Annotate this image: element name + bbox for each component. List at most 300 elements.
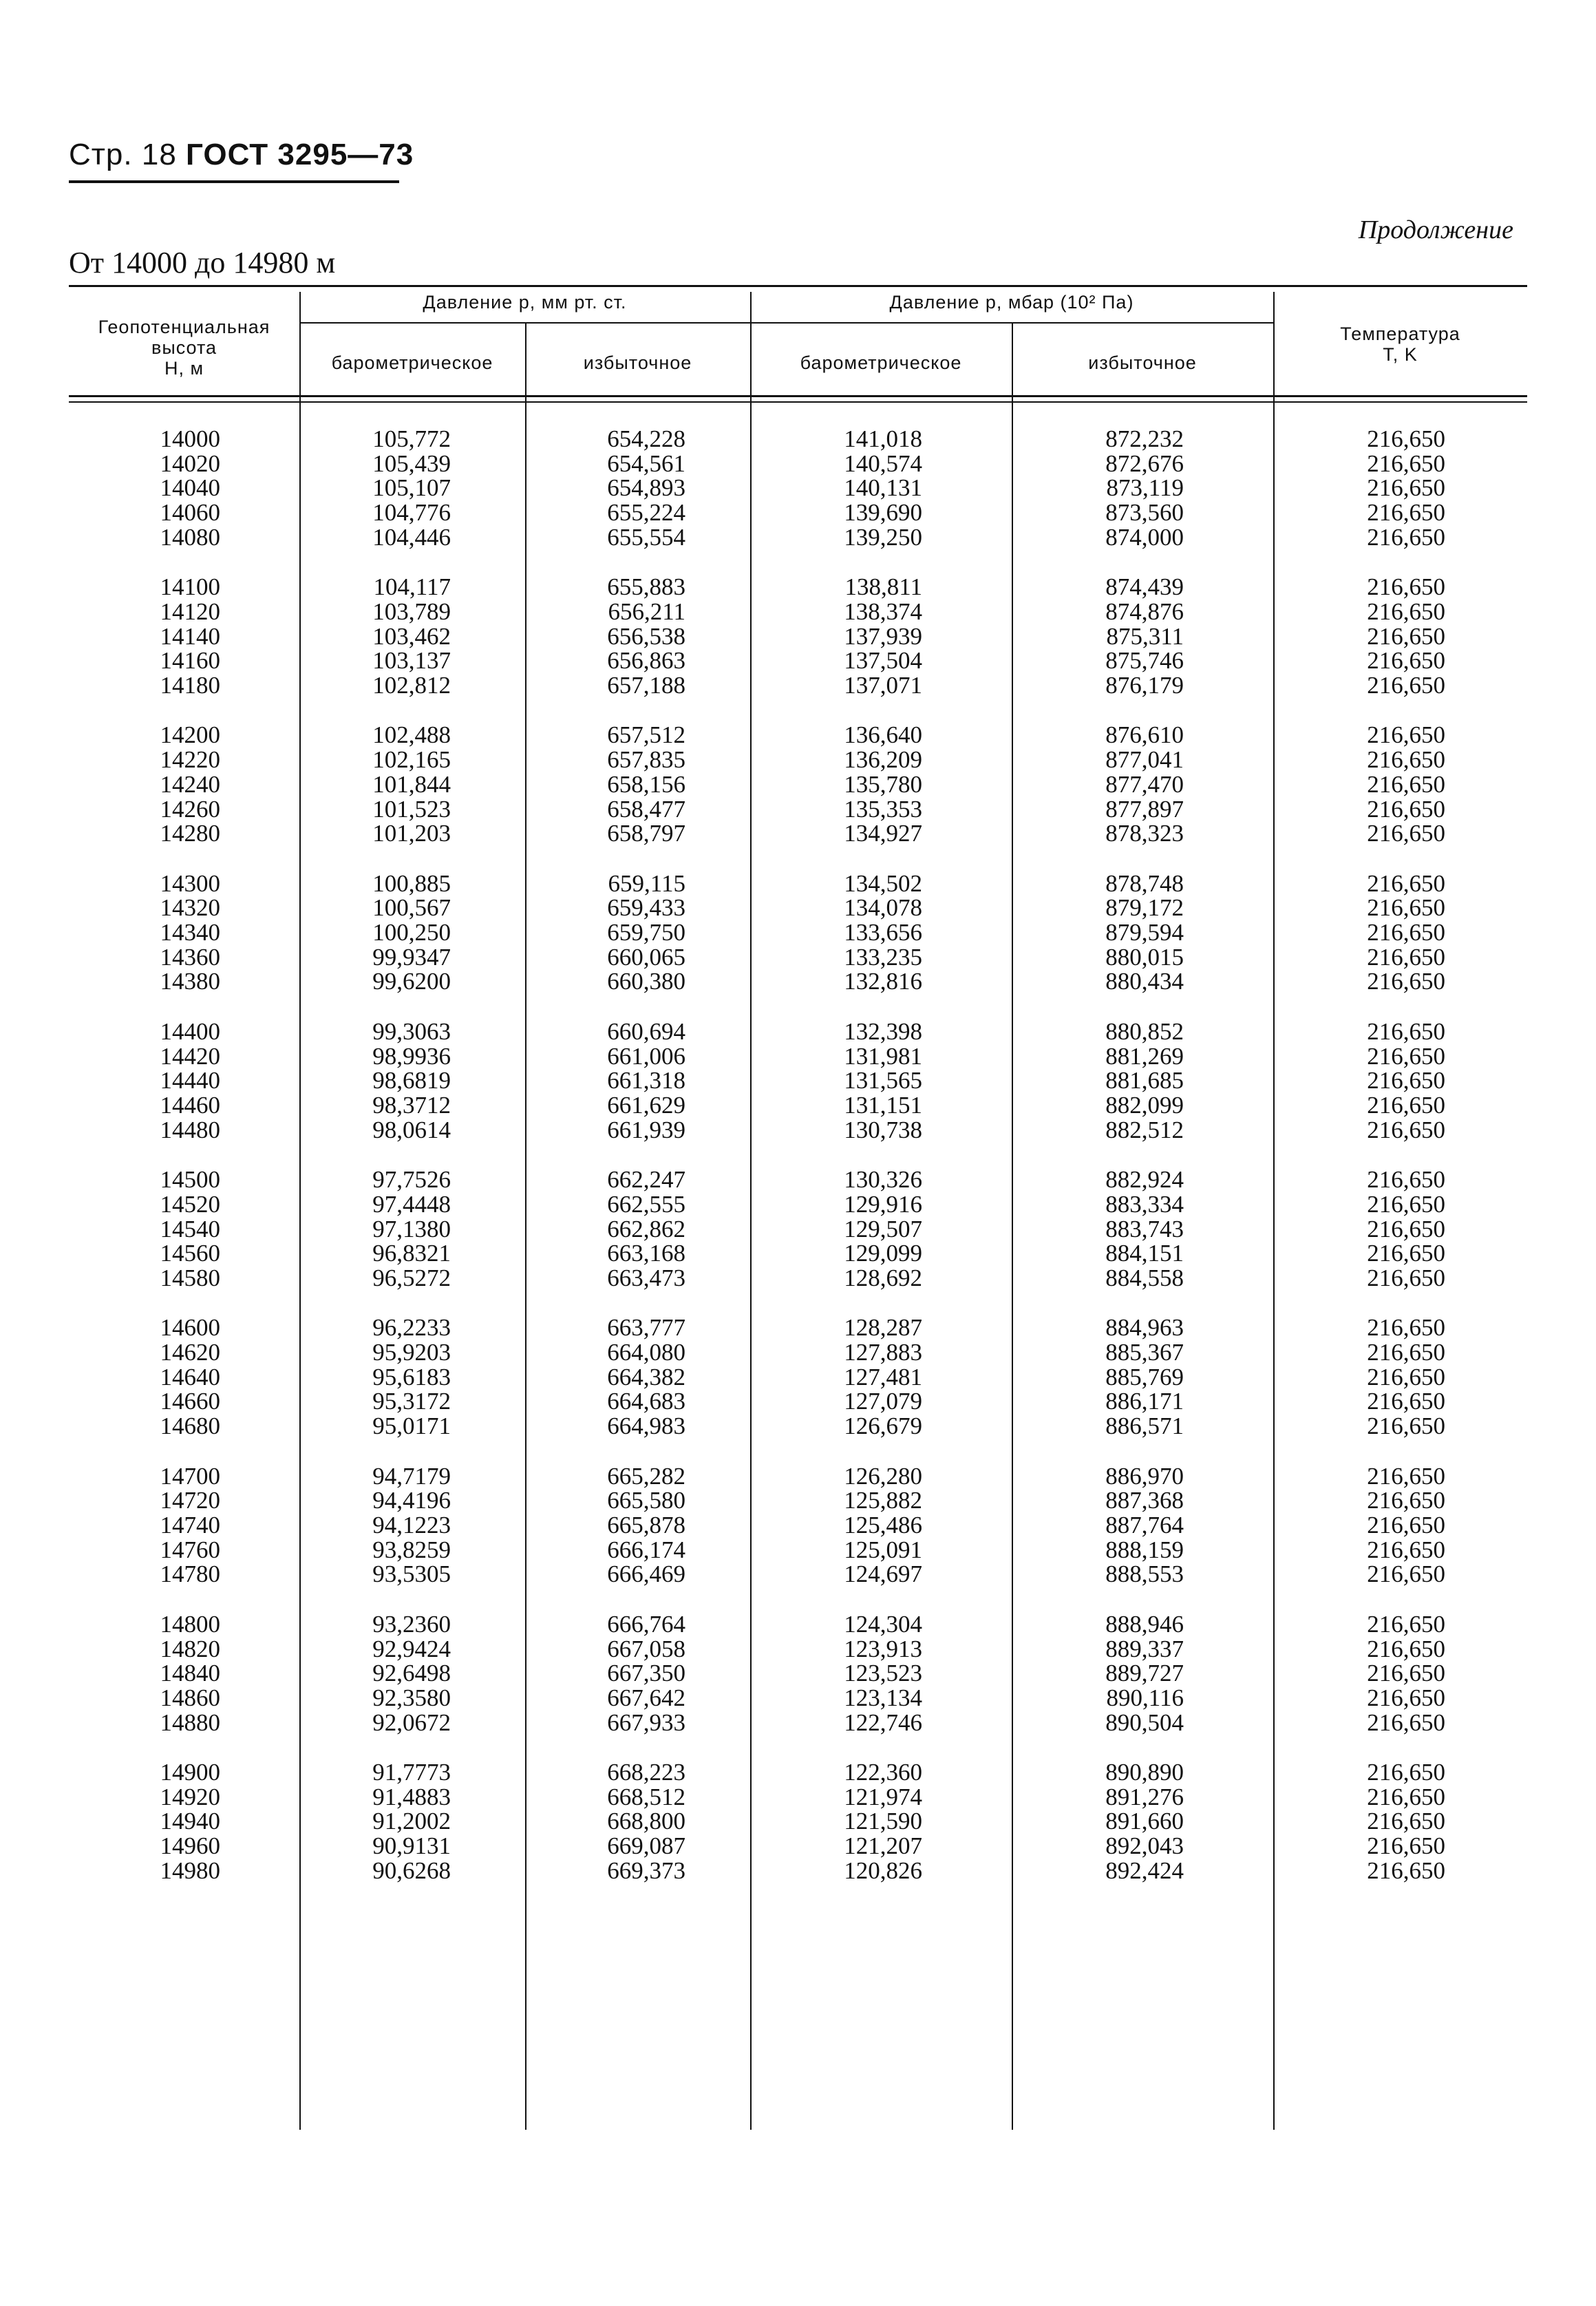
table-cell: 103,137 xyxy=(372,647,451,675)
table-cell: 216,650 xyxy=(1367,1610,1445,1638)
row-group xyxy=(785,575,922,697)
table-cell: 216,650 xyxy=(1367,894,1445,922)
table-cell: 105,439 xyxy=(372,449,451,477)
table-cell: 216,650 xyxy=(1367,1067,1445,1094)
row-group xyxy=(131,1315,220,1438)
header-temperature-line1: Температура xyxy=(1340,324,1460,344)
table-cell: 133,656 xyxy=(844,919,922,946)
table-cell: 14500 xyxy=(160,1166,220,1194)
table-cell: 668,800 xyxy=(607,1808,685,1835)
table-cell: 216,650 xyxy=(1367,770,1445,798)
table-cell: 665,580 xyxy=(607,1487,685,1514)
table-cell: 667,642 xyxy=(607,1684,685,1711)
table-cell: 216,650 xyxy=(1367,1339,1445,1366)
header-height xyxy=(69,317,299,379)
table-cell: 90,6268 xyxy=(372,1857,451,1884)
row-group xyxy=(1308,1760,1445,1883)
table-cell: 216,650 xyxy=(1367,869,1445,897)
table-cell: 659,115 xyxy=(608,869,685,897)
header-barometric-mm: барометрическое xyxy=(331,352,493,373)
table-cell: 216,650 xyxy=(1367,671,1445,699)
table-cell: 14020 xyxy=(160,449,220,477)
table-cell: 657,188 xyxy=(607,671,685,699)
row-group xyxy=(317,1464,451,1587)
table-cell: 889,727 xyxy=(1105,1660,1184,1687)
table-cell: 121,207 xyxy=(844,1832,922,1860)
table-cell: 96,8321 xyxy=(372,1240,451,1267)
row-group xyxy=(785,723,922,845)
table-cell: 878,323 xyxy=(1105,820,1184,847)
table-cell: 216,650 xyxy=(1367,1240,1445,1267)
table-cell: 661,939 xyxy=(607,1116,685,1143)
table-cell: 655,224 xyxy=(607,499,685,527)
table-cell: 14380 xyxy=(160,968,220,995)
standard-number: ГОСТ 3295—73 xyxy=(186,138,414,171)
table-cell: 94,4196 xyxy=(372,1487,451,1514)
table-cell: 877,897 xyxy=(1105,795,1184,823)
table-cell: 137,504 xyxy=(844,647,922,675)
row-group xyxy=(785,871,922,994)
table-cell: 14040 xyxy=(160,474,220,502)
table-cell: 660,380 xyxy=(607,968,685,995)
table-cell: 663,777 xyxy=(607,1314,685,1342)
header-height-line2: высота xyxy=(151,337,217,358)
column-excess-mbar xyxy=(1046,427,1184,1908)
table-cell: 103,789 xyxy=(372,597,451,625)
table-cell: 660,694 xyxy=(607,1017,685,1045)
row-group xyxy=(1046,723,1184,845)
table-cell: 130,326 xyxy=(844,1166,922,1194)
table-cell: 97,4448 xyxy=(372,1190,451,1218)
table-cell: 126,679 xyxy=(844,1413,922,1440)
row-group xyxy=(131,427,220,549)
table-cell: 14920 xyxy=(160,1783,220,1810)
table-cell: 216,650 xyxy=(1367,1264,1445,1291)
table-cell: 216,650 xyxy=(1367,820,1445,847)
table-cell: 133,235 xyxy=(844,943,922,971)
table-cell: 123,913 xyxy=(844,1635,922,1662)
table-cell: 657,512 xyxy=(607,721,685,749)
column-barometric-mbar xyxy=(785,427,922,1908)
table-cell: 880,434 xyxy=(1105,968,1184,995)
table-cell: 120,826 xyxy=(844,1857,922,1884)
table-cell: 14740 xyxy=(160,1512,220,1539)
table-cell: 665,282 xyxy=(607,1462,685,1490)
row-group xyxy=(785,1167,922,1290)
table-cell: 131,981 xyxy=(844,1042,922,1070)
table-cell: 661,629 xyxy=(607,1092,685,1119)
table-cell: 216,650 xyxy=(1367,573,1445,601)
row-group xyxy=(1046,1612,1184,1735)
table-cell: 139,250 xyxy=(844,523,922,551)
table-cell: 97,7526 xyxy=(372,1166,451,1194)
table-cell: 103,462 xyxy=(372,622,451,650)
row-group xyxy=(1308,1167,1445,1290)
table-cell: 94,1223 xyxy=(372,1512,451,1539)
column-height xyxy=(131,427,220,1908)
table-cell: 668,223 xyxy=(607,1759,685,1786)
table-cell: 654,893 xyxy=(607,474,685,502)
table-cell: 216,650 xyxy=(1367,1190,1445,1218)
table-cell: 216,650 xyxy=(1367,746,1445,774)
table-cell: 14760 xyxy=(160,1536,220,1563)
table-cell: 216,650 xyxy=(1367,449,1445,477)
table-cell: 669,087 xyxy=(607,1832,685,1860)
table-cell: 96,5272 xyxy=(372,1264,451,1291)
table-cell: 98,0614 xyxy=(372,1116,451,1143)
table-cell: 216,650 xyxy=(1367,1660,1445,1687)
row-group xyxy=(1046,1760,1184,1883)
table-cell: 886,970 xyxy=(1105,1462,1184,1490)
row-group xyxy=(1046,1019,1184,1142)
table-cell: 14120 xyxy=(160,597,220,625)
header-excess-mbar: избыточное xyxy=(1088,352,1197,373)
table-cell: 14240 xyxy=(160,770,220,798)
row-group xyxy=(131,1612,220,1735)
table-cell: 216,650 xyxy=(1367,1759,1445,1786)
table-cell: 136,640 xyxy=(844,721,922,749)
header-height-line1: Геопотенциальная xyxy=(98,317,270,337)
table-cell: 216,650 xyxy=(1367,474,1445,502)
table-cell: 872,232 xyxy=(1105,425,1184,452)
table-cell: 94,7179 xyxy=(372,1462,451,1490)
table-cell: 14800 xyxy=(160,1610,220,1638)
table-cell: 104,446 xyxy=(372,523,451,551)
table-cell: 99,6200 xyxy=(372,968,451,995)
table-cell: 216,650 xyxy=(1367,968,1445,995)
table-cell: 885,769 xyxy=(1105,1363,1184,1390)
column-divider xyxy=(1273,292,1275,2130)
table-cell: 669,373 xyxy=(607,1857,685,1884)
table-cell: 665,878 xyxy=(607,1512,685,1539)
table-cell: 879,172 xyxy=(1105,894,1184,922)
table-cell: 887,764 xyxy=(1105,1512,1184,1539)
table-cell: 655,883 xyxy=(607,573,685,601)
table-cell: 892,424 xyxy=(1105,1857,1184,1884)
table-cell: 877,470 xyxy=(1105,770,1184,798)
table-cell: 216,650 xyxy=(1367,1512,1445,1539)
table-cell: 100,250 xyxy=(372,919,451,946)
table-cell: 136,209 xyxy=(844,746,922,774)
table-cell: 882,924 xyxy=(1105,1166,1184,1194)
table-cell: 14400 xyxy=(160,1017,220,1045)
table-cell: 216,650 xyxy=(1367,1783,1445,1810)
table-cell: 134,927 xyxy=(844,820,922,847)
header-temperature-unit: T, K xyxy=(1383,344,1418,365)
row-group xyxy=(317,1612,451,1735)
row-group xyxy=(1308,427,1445,549)
table-cell: 14420 xyxy=(160,1042,220,1070)
table-cell: 95,0171 xyxy=(372,1413,451,1440)
table-cell: 882,512 xyxy=(1105,1116,1184,1143)
table-cell: 14840 xyxy=(160,1660,220,1687)
row-group xyxy=(131,1167,220,1290)
column-divider xyxy=(1012,324,1013,2130)
table-cell: 124,304 xyxy=(844,1610,922,1638)
table-cell: 128,287 xyxy=(844,1314,922,1342)
table-cell: 105,772 xyxy=(372,425,451,452)
table-cell: 216,650 xyxy=(1367,795,1445,823)
table-cell: 216,650 xyxy=(1367,721,1445,749)
table-cell: 132,816 xyxy=(844,968,922,995)
column-divider xyxy=(525,324,526,2130)
table-cell: 139,690 xyxy=(844,499,922,527)
table-cell: 874,439 xyxy=(1105,573,1184,601)
table-cell: 121,590 xyxy=(844,1808,922,1835)
table-cell: 216,650 xyxy=(1367,1363,1445,1390)
table-cell: 661,318 xyxy=(607,1067,685,1094)
page-label: Стр. 18 xyxy=(69,138,177,171)
table-cell: 122,746 xyxy=(844,1709,922,1736)
table-cell: 216,650 xyxy=(1367,622,1445,650)
row-group xyxy=(551,1612,685,1735)
table-cell: 654,228 xyxy=(607,425,685,452)
table-cell: 216,650 xyxy=(1367,1536,1445,1563)
table-cell: 101,844 xyxy=(372,770,451,798)
table-cell: 884,151 xyxy=(1105,1240,1184,1267)
table-cell: 135,353 xyxy=(844,795,922,823)
table-cell: 125,486 xyxy=(844,1512,922,1539)
header-subrule xyxy=(525,322,750,324)
table-cell: 92,9424 xyxy=(372,1635,451,1662)
column-barometric-mm xyxy=(317,427,451,1908)
table-cell: 93,8259 xyxy=(372,1536,451,1563)
row-group xyxy=(317,871,451,994)
row-group xyxy=(1308,723,1445,845)
table-cell: 90,9131 xyxy=(372,1832,451,1860)
table-cell: 216,650 xyxy=(1367,647,1445,675)
table-cell: 98,9936 xyxy=(372,1042,451,1070)
table-cell: 663,168 xyxy=(607,1240,685,1267)
table-cell: 886,571 xyxy=(1105,1413,1184,1440)
table-cell: 890,890 xyxy=(1105,1759,1184,1786)
row-group xyxy=(317,1760,451,1883)
table-cell: 92,6498 xyxy=(372,1660,451,1687)
table-cell: 14080 xyxy=(160,523,220,551)
table-cell: 667,058 xyxy=(607,1635,685,1662)
header-underline xyxy=(69,180,399,183)
table-cell: 891,660 xyxy=(1105,1808,1184,1835)
table-cell: 664,382 xyxy=(607,1363,685,1390)
table-cell: 122,360 xyxy=(844,1759,922,1786)
table-cell: 216,650 xyxy=(1367,1808,1445,1835)
table-cell: 14320 xyxy=(160,894,220,922)
table-cell: 138,811 xyxy=(844,573,922,601)
table-cell: 14620 xyxy=(160,1339,220,1366)
table-cell: 873,119 xyxy=(1106,474,1184,502)
table-cell: 104,776 xyxy=(372,499,451,527)
row-group xyxy=(131,1019,220,1142)
table-cell: 216,650 xyxy=(1367,1215,1445,1242)
table-cell: 661,006 xyxy=(607,1042,685,1070)
table-cell: 14200 xyxy=(160,721,220,749)
row-group xyxy=(551,1760,685,1883)
table-cell: 664,683 xyxy=(607,1388,685,1415)
table-cell: 886,171 xyxy=(1105,1388,1184,1415)
row-group xyxy=(551,1464,685,1587)
table-cell: 127,481 xyxy=(844,1363,922,1390)
row-group xyxy=(551,1167,685,1290)
table-cell: 885,367 xyxy=(1105,1339,1184,1366)
table-cell: 95,9203 xyxy=(372,1339,451,1366)
table-cell: 14180 xyxy=(160,671,220,699)
row-group xyxy=(317,1019,451,1142)
table-cell: 892,043 xyxy=(1105,1832,1184,1860)
table-cell: 14460 xyxy=(160,1092,220,1119)
table-cell: 14780 xyxy=(160,1561,220,1588)
table-cell: 875,746 xyxy=(1105,647,1184,675)
table-cell: 884,558 xyxy=(1105,1264,1184,1291)
table-cell: 14600 xyxy=(160,1314,220,1342)
table-cell: 873,560 xyxy=(1105,499,1184,527)
table-cell: 102,165 xyxy=(372,746,451,774)
table-cell: 216,650 xyxy=(1367,499,1445,527)
table-cell: 14560 xyxy=(160,1240,220,1267)
table-cell: 14220 xyxy=(160,746,220,774)
table-cell: 216,650 xyxy=(1367,425,1445,452)
table-cell: 216,650 xyxy=(1367,1832,1445,1860)
row-group xyxy=(551,1315,685,1438)
table-cell: 14140 xyxy=(160,622,220,650)
table-cell: 97,1380 xyxy=(372,1215,451,1242)
table-cell: 890,504 xyxy=(1105,1709,1184,1736)
table-cell: 14700 xyxy=(160,1462,220,1490)
row-group xyxy=(785,1464,922,1587)
table-cell: 216,650 xyxy=(1367,1388,1445,1415)
table-cell: 14340 xyxy=(160,919,220,946)
row-group xyxy=(317,1167,451,1290)
table-cell: 125,091 xyxy=(844,1536,922,1563)
table-cell: 216,650 xyxy=(1367,1487,1445,1514)
table-cell: 91,2002 xyxy=(372,1808,451,1835)
table-cell: 131,565 xyxy=(844,1067,922,1094)
table-cell: 132,398 xyxy=(844,1017,922,1045)
table-cell: 658,797 xyxy=(607,820,685,847)
table-cell: 14580 xyxy=(160,1264,220,1291)
row-group xyxy=(1308,871,1445,994)
table-cell: 876,179 xyxy=(1105,671,1184,699)
table-cell: 216,650 xyxy=(1367,1462,1445,1490)
table-cell: 14100 xyxy=(160,573,220,601)
table-cell: 659,750 xyxy=(607,919,685,946)
table-cell: 656,211 xyxy=(608,597,685,625)
table-cell: 14160 xyxy=(160,647,220,675)
column-excess-mm xyxy=(551,427,685,1908)
table-cell: 95,6183 xyxy=(372,1363,451,1390)
table-cell: 123,523 xyxy=(844,1660,922,1687)
table-cell: 883,334 xyxy=(1105,1190,1184,1218)
table-cell: 888,553 xyxy=(1105,1561,1184,1588)
row-group xyxy=(317,1315,451,1438)
table-cell: 130,738 xyxy=(844,1116,922,1143)
table-cell: 887,368 xyxy=(1105,1487,1184,1514)
header-subrule xyxy=(1012,322,1273,324)
table-cell: 666,174 xyxy=(607,1536,685,1563)
table-cell: 101,203 xyxy=(372,820,451,847)
table-cell: 14480 xyxy=(160,1116,220,1143)
row-group xyxy=(785,1612,922,1735)
table-cell: 102,488 xyxy=(372,721,451,749)
table-cell: 14960 xyxy=(160,1832,220,1860)
row-group xyxy=(551,871,685,994)
table-cell: 93,2360 xyxy=(372,1610,451,1638)
row-group xyxy=(1046,575,1184,697)
table-cell: 654,561 xyxy=(607,449,685,477)
table-cell: 216,650 xyxy=(1367,1314,1445,1342)
header-pressure-mm: Давление p, мм рт. ст. xyxy=(423,292,627,313)
table-cell: 123,134 xyxy=(844,1684,922,1711)
table-cell: 91,7773 xyxy=(372,1759,451,1786)
table-cell: 216,650 xyxy=(1367,597,1445,625)
table-cell: 891,276 xyxy=(1105,1783,1184,1810)
table-cell: 216,650 xyxy=(1367,943,1445,971)
table-cell: 14060 xyxy=(160,499,220,527)
table-cell: 137,939 xyxy=(844,622,922,650)
table-cell: 656,863 xyxy=(607,647,685,675)
table-cell: 216,650 xyxy=(1367,1042,1445,1070)
table-cell: 881,269 xyxy=(1105,1042,1184,1070)
row-group xyxy=(131,1464,220,1587)
table-cell: 659,433 xyxy=(607,894,685,922)
table-cell: 872,676 xyxy=(1105,449,1184,477)
row-group xyxy=(551,575,685,697)
table-cell: 889,337 xyxy=(1105,1635,1184,1662)
header-subrule xyxy=(750,322,1012,324)
row-group xyxy=(131,575,220,697)
row-group xyxy=(1308,1612,1445,1735)
table-cell: 128,692 xyxy=(844,1264,922,1291)
table-cell: 14820 xyxy=(160,1635,220,1662)
table-cell: 216,650 xyxy=(1367,1635,1445,1662)
table-cell: 14880 xyxy=(160,1709,220,1736)
table-cell: 99,3063 xyxy=(372,1017,451,1045)
table-cell: 129,916 xyxy=(844,1190,922,1218)
row-group xyxy=(785,1019,922,1142)
table-cell: 874,876 xyxy=(1105,597,1184,625)
table-header-bottom-rule-2 xyxy=(69,401,1527,403)
header-barometric-mbar: барометрическое xyxy=(800,352,962,373)
table-cell: 668,512 xyxy=(607,1783,685,1810)
table-cell: 14640 xyxy=(160,1363,220,1390)
table-cell: 141,018 xyxy=(844,425,922,452)
table-cell: 129,507 xyxy=(844,1215,922,1242)
table-cell: 140,131 xyxy=(844,474,922,502)
table-cell: 134,078 xyxy=(844,894,922,922)
table-cell: 102,812 xyxy=(372,671,451,699)
table-cell: 92,0672 xyxy=(372,1709,451,1736)
table-cell: 14860 xyxy=(160,1684,220,1711)
page-header xyxy=(69,138,414,172)
table-cell: 658,477 xyxy=(607,795,685,823)
table-cell: 134,502 xyxy=(844,869,922,897)
row-group xyxy=(317,575,451,697)
row-group xyxy=(1308,1315,1445,1438)
table-cell: 14260 xyxy=(160,795,220,823)
table-cell: 216,650 xyxy=(1367,1017,1445,1045)
table-cell: 104,117 xyxy=(373,573,451,601)
table-cell: 91,4883 xyxy=(372,1783,451,1810)
table-cell: 96,2233 xyxy=(372,1314,451,1342)
header-temperature xyxy=(1273,324,1527,365)
table-cell: 875,311 xyxy=(1106,622,1184,650)
table-cell: 666,469 xyxy=(607,1561,685,1588)
range-title: От 14000 до 14980 м xyxy=(69,246,336,279)
table-cell: 883,743 xyxy=(1105,1215,1184,1242)
table-cell: 14440 xyxy=(160,1067,220,1094)
table-cell: 14000 xyxy=(160,425,220,452)
table-cell: 879,594 xyxy=(1105,919,1184,946)
table-cell: 127,883 xyxy=(844,1339,922,1366)
